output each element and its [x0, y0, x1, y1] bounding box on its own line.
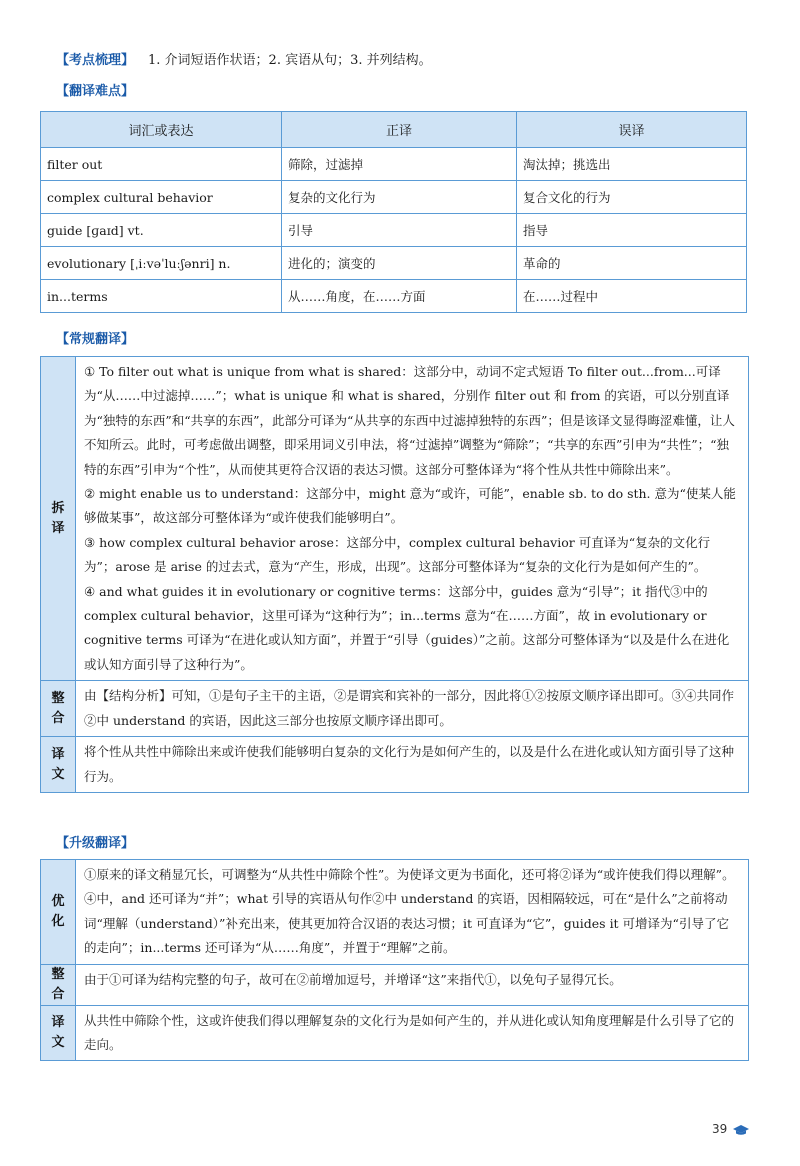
table-cell: filter out	[41, 148, 282, 181]
col-header-correct: 正译	[282, 112, 517, 148]
yiwen-label: 译 文	[41, 737, 76, 792]
zhenghe2-label: 整 合	[41, 965, 76, 1005]
changgui-box	[40, 356, 749, 793]
yiwen-content: 将个性从共性中筛除出来或许使我们能够明白复杂的文化行为是如何产生的，以及是什么在进化或认知方面引导了这种行为。	[84, 744, 735, 784]
table-cell: guide [ɡaɪd] vt.	[41, 214, 282, 247]
shengji-box	[40, 859, 749, 1061]
zhenghe-label: 整 合	[41, 681, 76, 736]
table-cell: complex cultural behavior	[41, 181, 282, 214]
table-cell: 引导	[282, 214, 517, 247]
zhenghe-content: 由【结构分析】可知，①是句子主干的主语，②是谓宾和宾补的一部分，因此将①②按原文顺序译出即可。③④共同作②中 understand 的宾语，因此这三部分也按原文顺序译出即可。	[84, 688, 735, 728]
yiwen2-row	[41, 1005, 748, 1061]
table-row	[41, 181, 747, 214]
chaiyi-row	[41, 357, 748, 680]
changgui-line	[56, 328, 134, 347]
table-row	[41, 214, 747, 247]
changgui-tag: 【常规翻译】	[56, 332, 135, 347]
chaiyi-paragraph-4: ④ and what guides it in evolutionary or cognitive terms：这部分中，guides 意为“引导”；it 指代③中的 complex cultural behavior，这里可译为“这种行为”；in...terms 意为“在……方面”，故 in evolutionary or cognitive terms 可译为“在进化或认知方面”，并置于“引导（guides）”之前。这部分可整体译为“以及是什么在进化或认知方面引导了这种行为”。	[84, 583, 730, 672]
yiwen2-content: 从共性中筛除个性，这或许使我们得以理解复杂的文化行为是如何产生的，并从进化或认知角度理解是什么引导了它的走向。	[84, 1012, 735, 1053]
table-header-row	[41, 112, 747, 148]
table-cell: 革命的	[517, 247, 747, 280]
table-cell: 指导	[517, 214, 747, 247]
table-row	[41, 280, 747, 313]
youhua-label: 优 化	[41, 860, 76, 964]
vocab-table	[40, 111, 747, 313]
col-header-term: 词汇或表达	[41, 112, 282, 148]
table-row	[41, 148, 747, 181]
kaodian-text: 1. 介词短语作状语；2. 宾语从句；3. 并列结构。	[148, 53, 432, 68]
zhenghe-row	[41, 680, 748, 736]
nandian-tag: 【翻译难点】	[56, 84, 135, 99]
chaiyi-paragraph-2: ② might enable us to understand：这部分中，might 意为“或许，可能”，enable sb. to do sth. 意为“使某人能够做某事”，故这部分可整体译为“或许使我们能够明白”。	[84, 486, 736, 526]
nandian-line	[56, 80, 134, 99]
table-cell: 在……过程中	[517, 280, 747, 313]
table-cell: 从……角度，在……方面	[282, 280, 517, 313]
kaodian-tag: 【考点梳理】	[56, 53, 135, 68]
table-cell: in...terms	[41, 280, 282, 313]
kaodian-line	[56, 49, 432, 68]
shengji-line	[56, 832, 134, 851]
page-number: 39	[712, 1122, 728, 1136]
chaiyi-paragraph-1: ① To filter out what is unique from what is shared：这部分中，动词不定式短语 To filter out...from...可译为“从……中过滤掉……”；what is unique 和 what is shared，分别作 filter out 和 from 的宾语，可以分别直译为“独特的东西”和“共享的东西”，此部分可译为“从共享的东西中过滤掉独特的东西”；但是该译文显得晦涩难懂，让人不知所云。此时，可考虑做出调整，即采用词义引申法，将“过滤掉”调整为“筛除”；“共享的东西”引申为“共性”；“独特的东西”引申为“个性”，从而使其更符合汉语的表达习惯。这部分可整体译为“将个性从共性中筛除出来”。	[84, 364, 735, 477]
shengji-tag: 【升级翻译】	[56, 836, 135, 851]
table-cell: 筛除，过滤掉	[282, 148, 517, 181]
graduation-cap-icon	[733, 1124, 749, 1136]
yiwen2-label: 译 文	[41, 1006, 76, 1061]
yiwen-row	[41, 736, 748, 792]
chaiyi-content	[76, 357, 748, 680]
table-row	[41, 247, 747, 280]
table-cell: evolutionary [ˌiːvəˈluːʃənri] n.	[41, 247, 282, 280]
zhenghe2-content: 由于①可译为结构完整的句子，故可在②前增加逗号，并增译“这”来指代①，以免句子显得冗长。	[84, 971, 622, 987]
col-header-wrong: 误译	[517, 112, 747, 148]
zhenghe2-row	[41, 964, 748, 1005]
table-cell: 复合文化的行为	[517, 181, 747, 214]
youhua-row	[41, 860, 748, 964]
table-cell: 复杂的文化行为	[282, 181, 517, 214]
chaiyi-paragraph-3: ③ how complex cultural behavior arose：这部分中，complex cultural behavior 可直译为“复杂的文化行为”；arose 是 arise 的过去式，意为“产生，形成，出现”。这部分可整体译为“复杂的文化行为是如何产生的”。	[84, 534, 711, 575]
table-cell: 进化的；演变的	[282, 247, 517, 280]
table-cell: 淘汰掉；挑选出	[517, 148, 747, 181]
youhua-content: ①原来的译文稍显冗长，可调整为“从共性中筛除个性”。为使译文更为书面化，还可将②译为“或许使我们得以理解”。④中，and 还可译为“并”；what 引导的宾语从句作②中 understand 的宾语，因相隔较远，可在“是什么”之前将动词“理解（understand）”补充出来，使其更加符合汉语的表达习惯；it 可直译为“它”，guides it 可增译为“引导了它的走向”；in...terms 还可译为“从……角度”，并置于“理解”之前。	[84, 867, 735, 956]
chaiyi-label: 拆 译	[41, 357, 76, 680]
